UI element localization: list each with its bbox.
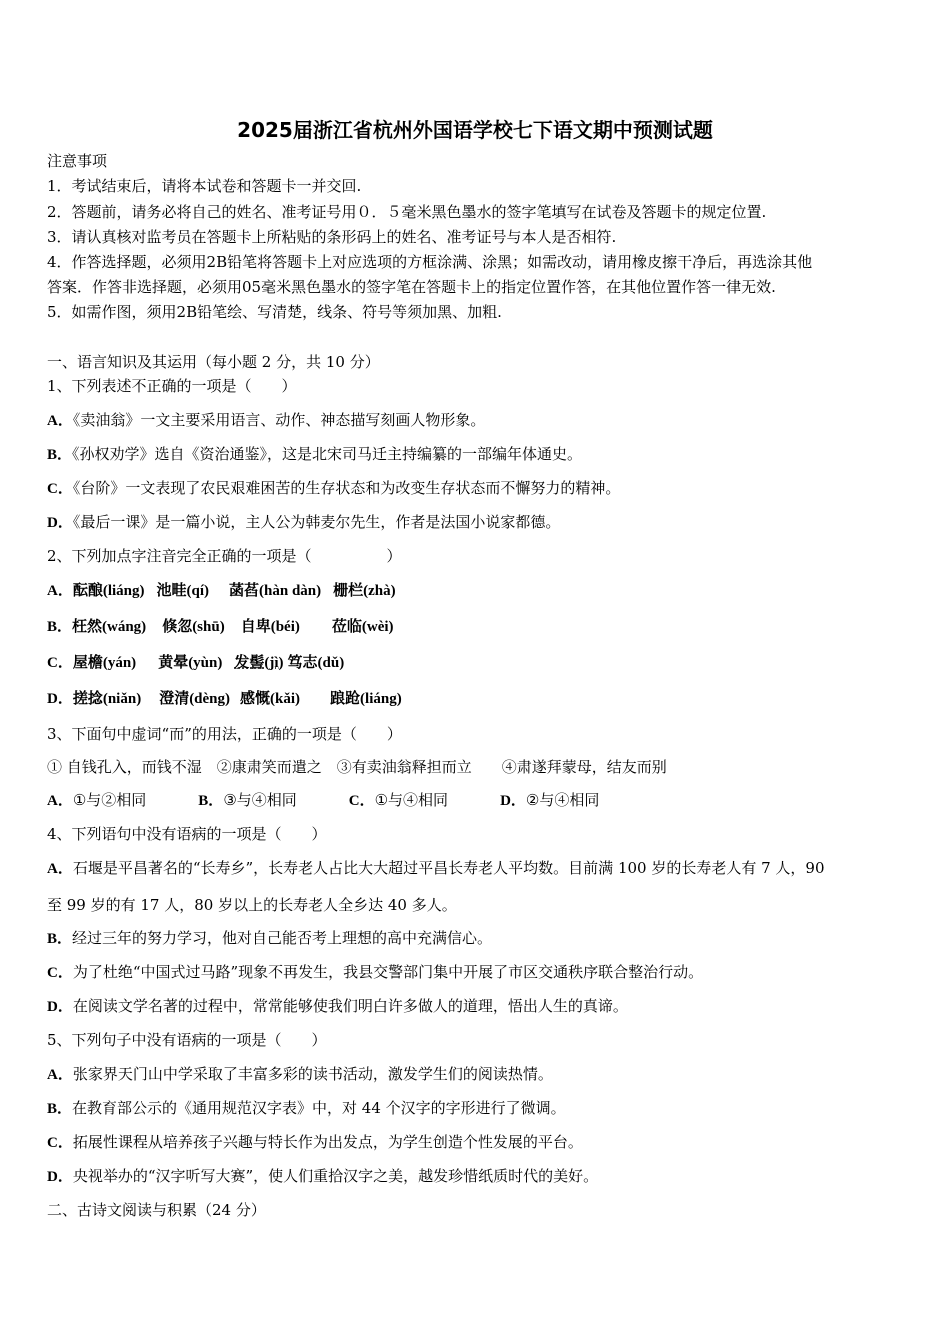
- option-letter: C．: [47, 965, 73, 981]
- question-stem: 1、下列表述不正确的一项是（ ）: [47, 377, 297, 395]
- option-text: 央视举办的“汉字听写大赛”，使人们重拾汉字之美，越发珍惜纸质时代的美好。: [72, 1167, 599, 1185]
- option-text: 拓展性课程从培养孩子兴趣与特长作为出发点，为学生创造个性发展的平台。: [72, 1133, 583, 1151]
- option-c: [47, 478, 620, 499]
- notice-item: 5．如需作图，须用2B铅笔绘、写清楚，线条、符号等须加黑、加粗.: [47, 303, 502, 321]
- option-c: [47, 652, 344, 673]
- option-letter: C．: [47, 1135, 73, 1151]
- notice-item: 答案．作答非选择题，必须用05毫米黑色墨水的签字笔在答题卡上的指定位置作答，在其他位置作答一律无效.: [47, 278, 776, 296]
- option-text: 《最后一课》是一篇小说，主人公为韩麦尔先生，作者是法国小说家都德。: [72, 513, 561, 531]
- option-letter: A．: [47, 1067, 73, 1083]
- option-a-continued: 至 99 岁的有 17 人，80 岁以上的长寿老人全乡达 40 多人。: [47, 896, 457, 914]
- question-stem: 5、下列句子中没有语病的一项是（ ）: [47, 1031, 327, 1049]
- option-text: 在阅读文学名著的过程中，常常能够使我们明白许多做人的道理，悟出人生的真谛。: [72, 997, 628, 1015]
- pinyin-item: 枉然(wáng): [72, 619, 147, 635]
- option-text: 《台阶》一文表现了农民艰难困苦的生存状态和为改变生存状态而不懈努力的精神。: [72, 479, 621, 497]
- option-a: [47, 580, 396, 601]
- pinyin-item: 自卑(béi): [240, 619, 300, 635]
- pinyin-item: 倏忽(shū): [162, 619, 225, 635]
- pinyin-item: 池畦(qí): [156, 583, 210, 599]
- option-b: [47, 444, 582, 465]
- section-heading: 二、古诗文阅读与积累（24 分）: [47, 1201, 266, 1219]
- option-d: [47, 512, 560, 533]
- notice-item: 3．请认真核对监考员在答题卡上所粘贴的条形码上的姓名、准考证号与本人是否相符.: [47, 228, 617, 246]
- option-text: 经过三年的努力学习，他对自己能否考上理想的高中充满信心。: [72, 929, 493, 947]
- option-a: [47, 858, 825, 879]
- option-text: 石堰是平昌著名的“长寿乡”，长寿老人占比大大超过平昌长寿老人平均数。目前满 100 岁的长寿老人有 7 人，90: [72, 859, 825, 877]
- option-text: ②与④相同: [525, 791, 600, 809]
- option-c: [47, 1132, 583, 1153]
- pinyin-item: 栅栏(zhà): [333, 583, 396, 599]
- question-stem: 3、下面句中虚词“而”的用法，正确的一项是（ ）: [47, 725, 402, 743]
- option-d: [47, 688, 402, 709]
- pinyin-item: 酝酿(liáng): [72, 583, 145, 599]
- option-text: ③与④相同: [223, 791, 297, 809]
- option-text: 张家界天门山中学采取了丰富多彩的读书活动，激发学生们的阅读热情。: [72, 1065, 553, 1083]
- option-text: 《孙权劝学》选自《资治通鉴》，这是北宋司马迁主持编纂的一部编年体通史。: [72, 445, 583, 463]
- option-letter: A．: [47, 861, 73, 877]
- notice-item: 4．作答选择题，必须用2B铅笔将答题卡上对应选项的方框涂满、涂黑；如需改动，请用橡皮擦干净后，再选涂其他: [47, 253, 813, 271]
- option-letter: C．: [47, 481, 73, 497]
- option-letter: D．: [47, 515, 73, 531]
- option-text: 为了杜绝“中国式过马路”现象不再发生，我县交警部门集中开展了市区交通秩序联合整治行动。: [72, 963, 704, 981]
- option-d: [47, 996, 628, 1017]
- pinyin-item: 搓捻(niǎn): [72, 691, 142, 707]
- option-letter: B．: [47, 1101, 73, 1117]
- option-text: 在教育部公示的《通用规范汉字表》中，对 44 个汉字的字形进行了微调。: [72, 1099, 566, 1117]
- option-text: ①与④相同: [374, 791, 449, 809]
- option-d: [47, 1166, 598, 1187]
- pinyin-item: 笃志(dǔ): [287, 655, 345, 671]
- option-letter: D．: [47, 1169, 73, 1185]
- section-heading: 一、语言知识及其运用（每小题 2 分，共 10 分）: [47, 353, 380, 371]
- option-b: [47, 1098, 566, 1119]
- pinyin-item: 莅临(wèi): [331, 619, 394, 635]
- option-letter: D．: [47, 999, 73, 1015]
- option-letter: B．: [47, 931, 73, 947]
- option-text: ①与②相同: [72, 791, 147, 809]
- option-a: [47, 410, 485, 431]
- options-row: [47, 790, 599, 811]
- option-letter: B．: [47, 619, 73, 635]
- option-letter: C．: [47, 655, 73, 671]
- option-b: [47, 928, 492, 949]
- question-stem: 4、下列语句中没有语病的一项是（ ）: [47, 825, 327, 843]
- pinyin-item: 感慨(kǎi): [240, 691, 301, 707]
- option-text: 《卖油翁》一文主要采用语言、动作、神态描写刻画人物形象。: [72, 411, 486, 429]
- option-letter: C．: [348, 793, 375, 809]
- question-sentences: ① 自钱孔入，而钱不湿 ②康肃笑而遣之 ③有卖油翁释担而立 ④肃遂拜蒙母，结友而别: [47, 758, 667, 776]
- pinyin-item: 菡萏(hàn dàn): [229, 583, 322, 599]
- option-letter: B．: [198, 793, 224, 809]
- pinyin-item: 澄清(dèng): [159, 691, 231, 707]
- option-letter: D．: [500, 793, 526, 809]
- option-c: [47, 962, 703, 983]
- option-letter: A．: [47, 793, 73, 809]
- option-letter: A．: [47, 413, 73, 429]
- notice-item: 2．答题前，请务必将自己的姓名、准考证号用０．５毫米黑色墨水的签字笔填写在试卷及答题卡的规定位置.: [47, 203, 767, 221]
- pinyin-item: 黄晕(yùn): [158, 655, 223, 671]
- option-letter: A．: [47, 583, 73, 599]
- question-stem: 2、下列加点字注音完全正确的一项是（ ）: [47, 547, 402, 565]
- option-letter: B．: [47, 447, 73, 463]
- notice-heading: 注意事项: [47, 152, 108, 170]
- pinyin-item: 发髻(jì): [234, 655, 284, 671]
- page-title: 2025届浙江省杭州外国语学校七下语文期中预测试题: [237, 118, 713, 142]
- option-b: [47, 616, 394, 637]
- pinyin-item: 屋檐(yán): [72, 655, 137, 671]
- notice-item: 1．考试结束后，请将本试卷和答题卡一并交回.: [47, 177, 362, 195]
- pinyin-item: 踉跄(liáng): [330, 691, 402, 707]
- option-a: [47, 1064, 553, 1085]
- option-letter: D．: [47, 691, 73, 707]
